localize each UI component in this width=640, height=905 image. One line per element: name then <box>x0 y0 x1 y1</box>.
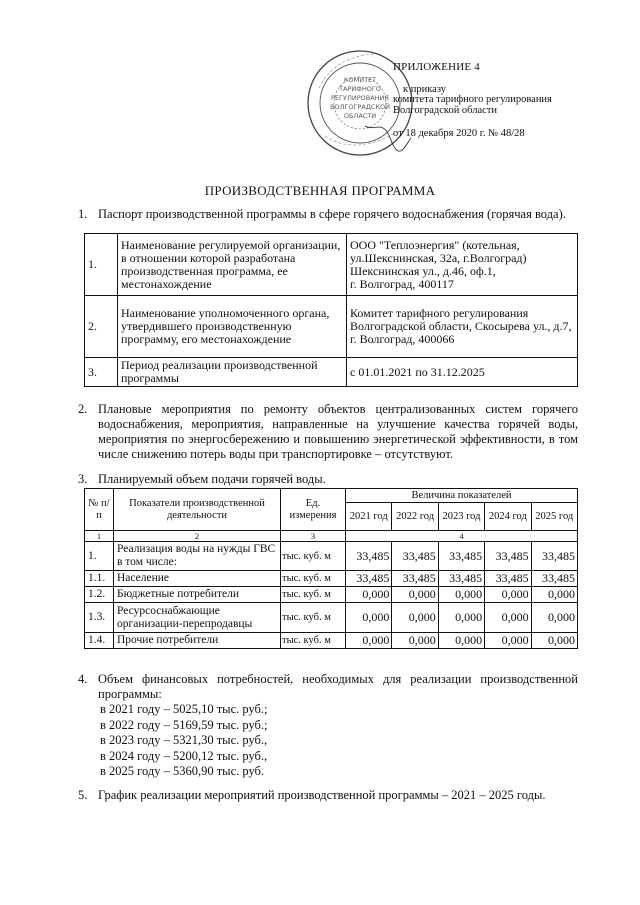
section-3 <box>78 472 578 487</box>
row-label: Прочие потребители <box>114 633 281 649</box>
table-row <box>85 603 578 633</box>
table-row <box>85 358 578 387</box>
value-cell: 33,485 <box>438 571 484 587</box>
value-cell: 0,000 <box>531 603 577 633</box>
table-row <box>85 234 578 296</box>
row-label: Наименование уполномоченного органа, утвердившего производственную программу, его местонахождение <box>118 296 347 358</box>
row-number: 2. <box>85 296 118 358</box>
row-unit: тыс. куб. м <box>281 587 346 603</box>
list-item: в 2022 году – 5169,59 тыс. руб.; <box>100 717 268 732</box>
section-1-text: Паспорт производственной программы в сфере горячего водоснабжения (горячая вода). <box>98 207 566 221</box>
col-header-year: 2024 год <box>485 503 531 531</box>
svg-text:ВОЛГОГРАДСКОЙ: ВОЛГОГРАДСКОЙ <box>329 103 391 111</box>
section-2 <box>78 402 578 462</box>
row-number: 1.1. <box>85 571 114 587</box>
value-cell: 33,485 <box>485 542 531 571</box>
header-line-order: к приказу <box>403 84 446 95</box>
row-number: 3. <box>85 358 118 387</box>
row-number: 1.2. <box>85 587 114 603</box>
index-cell: 3 <box>281 531 346 542</box>
row-unit: тыс. куб. м <box>281 633 346 649</box>
list-item: в 2023 году – 5321,30 тыс. руб., <box>100 733 268 747</box>
row-label: Население <box>114 571 281 587</box>
value-cell: 33,485 <box>485 571 531 587</box>
table-row <box>85 542 578 571</box>
page-title: ПРОИЗВОДСТВЕННАЯ ПРОГРАММА <box>204 183 436 198</box>
value-cell: 0,000 <box>485 587 531 603</box>
financial-needs-list <box>100 702 268 780</box>
row-value <box>347 234 578 296</box>
col-header-number: № п/п <box>85 489 114 531</box>
col-header-indicator: Показатели производственной деятельности <box>114 489 281 531</box>
appendix-label: ПРИЛОЖЕНИЕ 4 <box>393 61 480 73</box>
value-cell: 33,485 <box>531 542 577 571</box>
row-number: 1. <box>85 234 118 296</box>
passport-table <box>84 233 578 387</box>
col-header-values: Величина показателей <box>346 489 578 503</box>
row-label: Ресурсоснабжающие организации-перепродавцы <box>114 603 281 633</box>
svg-text:ОБЛАСТИ: ОБЛАСТИ <box>343 112 377 120</box>
value-cell: 0,000 <box>346 603 392 633</box>
section-2-text: Плановые мероприятия по ремонту объектов централизованных систем горячего водоснабжения, мероприятия, направленные на улучшение качества горячей воды, мероприятия по энергосбережению и повышению энергетической эффективности, в том числе снижению потерь воды при транспортировке – отсутствуют. <box>98 402 578 461</box>
list-item: в 2025 году – 5360,90 тыс. руб. <box>100 764 265 778</box>
value-line: Комитет тарифного регулирования Волгоградской области, Скосырева ул., д.7, г. Волгоград, 400066 <box>350 306 572 346</box>
col-header-year: 2022 год <box>392 503 438 531</box>
table-row <box>85 296 578 358</box>
row-unit: тыс. куб. м <box>281 542 346 571</box>
table-header-row <box>85 489 578 503</box>
value-line: ООО "Теплоэнергия" (котельная, ул.Шекснинская, 32а, г.Волгоград) <box>350 237 527 265</box>
col-header-year: 2025 год <box>531 503 577 531</box>
table-index-row <box>85 531 578 542</box>
row-value <box>347 358 578 387</box>
value-cell: 33,485 <box>346 571 392 587</box>
value-cell: 0,000 <box>346 633 392 649</box>
section-4-text: Объем финансовых потребностей, необходимых для реализации производственной программы: <box>98 672 578 701</box>
table-row <box>85 571 578 587</box>
row-number: 1.3. <box>85 603 114 633</box>
value-cell: 0,000 <box>392 603 438 633</box>
section-3-text: Планируемый объем подачи горячей воды. <box>98 472 326 486</box>
row-unit: тыс. куб. м <box>281 571 346 587</box>
value-cell: 33,485 <box>392 571 438 587</box>
row-label: Период реализации производственной программы <box>118 358 347 387</box>
value-cell: 0,000 <box>438 603 484 633</box>
section-3-number: 3. <box>78 472 88 486</box>
value-cell: 0,000 <box>438 633 484 649</box>
svg-text:КОМИТЕТ: КОМИТЕТ <box>343 76 377 84</box>
value-cell: 0,000 <box>485 633 531 649</box>
row-unit: тыс. куб. м <box>281 603 346 633</box>
value-cell: 0,000 <box>531 587 577 603</box>
section-1-number: 1. <box>78 207 88 221</box>
supply-volume-table <box>84 488 578 649</box>
section-5 <box>78 788 598 803</box>
value-line: Шекснинская ул., д.46, оф.1, <box>350 263 496 278</box>
index-cell: 4 <box>346 531 578 542</box>
row-number: 1. <box>85 542 114 571</box>
row-label: Реализация воды на нужды ГВС в том числе: <box>114 542 281 571</box>
value-cell: 0,000 <box>438 587 484 603</box>
row-label: Бюджетные потребители <box>114 587 281 603</box>
value-cell: 33,485 <box>531 571 577 587</box>
table-row <box>85 633 578 649</box>
section-2-number: 2. <box>78 402 88 416</box>
col-header-year: 2023 год <box>438 503 484 531</box>
value-cell: 0,000 <box>485 603 531 633</box>
value-cell: 0,000 <box>392 587 438 603</box>
svg-text:ТАРИФНОГО: ТАРИФНОГО <box>339 85 381 93</box>
value-cell: 33,485 <box>346 542 392 571</box>
section-5-number: 5. <box>78 788 88 802</box>
table-row <box>85 587 578 603</box>
index-cell: 2 <box>114 531 281 542</box>
row-value <box>347 296 578 358</box>
value-line: с 01.01.2021 по 31.12.2025 <box>350 364 485 379</box>
section-4-number: 4. <box>78 672 88 686</box>
col-header-unit: Ед. измерения <box>281 489 346 531</box>
header-line-region: Волгоградской области <box>393 105 498 116</box>
section-5-text: График реализации мероприятий производственной программы – 2021 – 2025 годы. <box>98 788 546 802</box>
section-4 <box>78 672 578 702</box>
value-line: г. Волгоград, 400117 <box>350 276 454 291</box>
header-line-committee: комитета тарифного регулирования <box>393 94 552 105</box>
header-line-date: от 18 декабря 2020 г. № 48/28 <box>393 128 525 139</box>
value-cell: 0,000 <box>531 633 577 649</box>
value-cell: 0,000 <box>392 633 438 649</box>
value-cell: 33,485 <box>392 542 438 571</box>
index-cell: 1 <box>85 531 114 542</box>
list-item: в 2021 году – 5025,10 тыс. руб.; <box>100 702 268 716</box>
value-cell: 33,485 <box>438 542 484 571</box>
row-label: Наименование регулируемой организации, в отношении которой разработана производственная программа, ее местонахождение <box>118 234 347 296</box>
value-cell: 0,000 <box>346 587 392 603</box>
list-item: в 2024 году – 5200,12 тыс. руб., <box>100 748 268 763</box>
row-number: 1.4. <box>85 633 114 649</box>
svg-text:РЕГУЛИРОВАНИЯ: РЕГУЛИРОВАНИЯ <box>331 94 389 102</box>
section-1 <box>78 207 578 222</box>
col-header-year: 2021 год <box>346 503 392 531</box>
